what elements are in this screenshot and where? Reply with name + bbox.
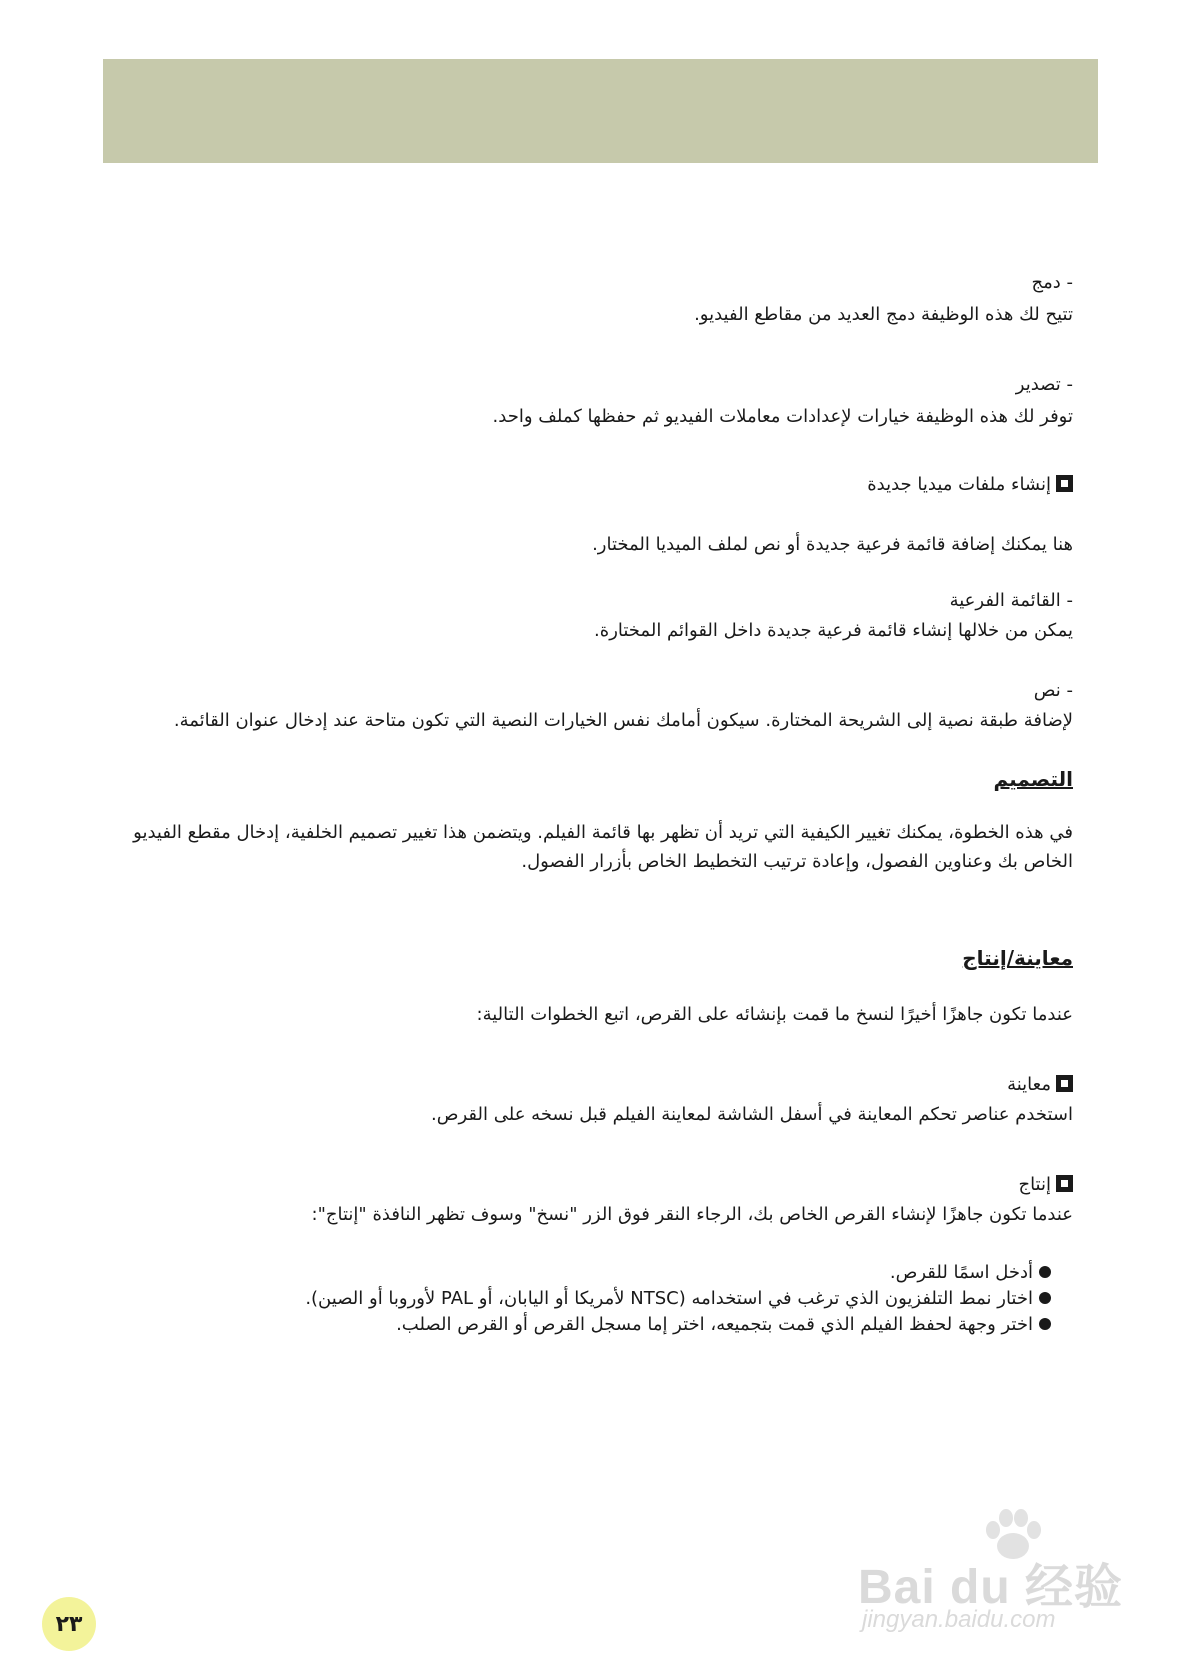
new-media-title-label: إنشاء ملفات ميديا جديدة [867, 474, 1051, 495]
new-media-title [867, 470, 1073, 499]
preview-text: استخدم عناصر تحكم المعاينة في أسفل الشاشة لمعاينة الفيلم قبل نسخه على القرص. [431, 1104, 1073, 1125]
preview-produce-heading: معاينة/إنتاج [962, 946, 1073, 970]
design-text: في هذه الخطوة، يمكنك تغيير الكيفية التي تريد أن تظهر بها قائمة الفيلم. ويتضمن هذا تغيير تصميم الخلفية، إدخال مقطع الفيديو الخاص بك وعناوين الفصول، وإعادة ترتيب التخطيط الخاص بأزرار الفصول. [133, 822, 1073, 872]
square-bullet-icon [1056, 1175, 1073, 1192]
submenu-title: - القائمة الفرعية [949, 590, 1073, 611]
bullet-dot-icon [1039, 1292, 1051, 1304]
header-band [103, 59, 1098, 163]
design-heading: التصميم [993, 767, 1073, 791]
export-title: - تصدير [1015, 374, 1073, 395]
produce-title [1018, 1170, 1073, 1199]
merge-text: تتيح لك هذه الوظيفة دمج العديد من مقاطع الفيديو. [694, 304, 1073, 325]
watermark-logo: Bai du 经验 [858, 1561, 1124, 1614]
bullet-dot-icon [1039, 1266, 1051, 1278]
list-item [305, 1286, 1051, 1312]
text-item-text: لإضافة طبقة نصية إلى الشريحة المختارة. سيكون أمامك نفس الخيارات النصية التي تكون متاحة عند إدخال عنوان القائمة. [173, 710, 1073, 731]
list-item [890, 1260, 1051, 1286]
preview-produce-intro: عندما تكون جاهزًا أخيرًا لنسخ ما قمت بإنشائه على القرص، اتبع الخطوات التالية: [476, 1004, 1073, 1025]
new-media-text: هنا يمكنك إضافة قائمة فرعية جديدة أو نص لملف الميديا المختار. [592, 534, 1073, 555]
merge-title: - دمج [1031, 272, 1073, 293]
preview-title-label: معاينة [1007, 1074, 1051, 1095]
list-item-text: أدخل اسمًا للقرص. [889, 1262, 1033, 1283]
watermark-url: jingyan.baidu.com [862, 1606, 1056, 1633]
list-item-text: اختر وجهة لحفظ الفيلم الذي قمت بتجميعه، اختر إما مسجل القرص أو القرص الصلب. [396, 1314, 1033, 1335]
baidu-watermark [858, 1508, 1148, 1638]
produce-text: عندما تكون جاهزًا لإنشاء القرص الخاص بك، الرجاء النقر فوق الزر "نسخ" وسوف تظهر النافذة "إنتاج": [311, 1204, 1073, 1225]
square-bullet-icon [1056, 475, 1073, 492]
page-number-badge: ٢٣ [42, 1597, 96, 1651]
list-item [396, 1312, 1051, 1338]
square-bullet-icon [1056, 1075, 1073, 1092]
produce-title-label: إنتاج [1018, 1174, 1051, 1195]
list-item-text: اختار نمط التلفزيون الذي ترغب في استخدامه (NTSC لأمريكا أو اليابان، أو PAL لأوروبا أو الصين). [305, 1288, 1033, 1309]
export-text: توفر لك هذه الوظيفة خيارات لإعدادات معاملات الفيديو ثم حفظها كملف واحد. [492, 406, 1073, 427]
submenu-text: يمكن من خلالها إنشاء قائمة فرعية جديدة داخل القوائم المختارة. [594, 620, 1073, 641]
text-item-title: - نص [1033, 680, 1073, 701]
bullet-dot-icon [1039, 1318, 1051, 1330]
preview-title [1007, 1070, 1073, 1099]
